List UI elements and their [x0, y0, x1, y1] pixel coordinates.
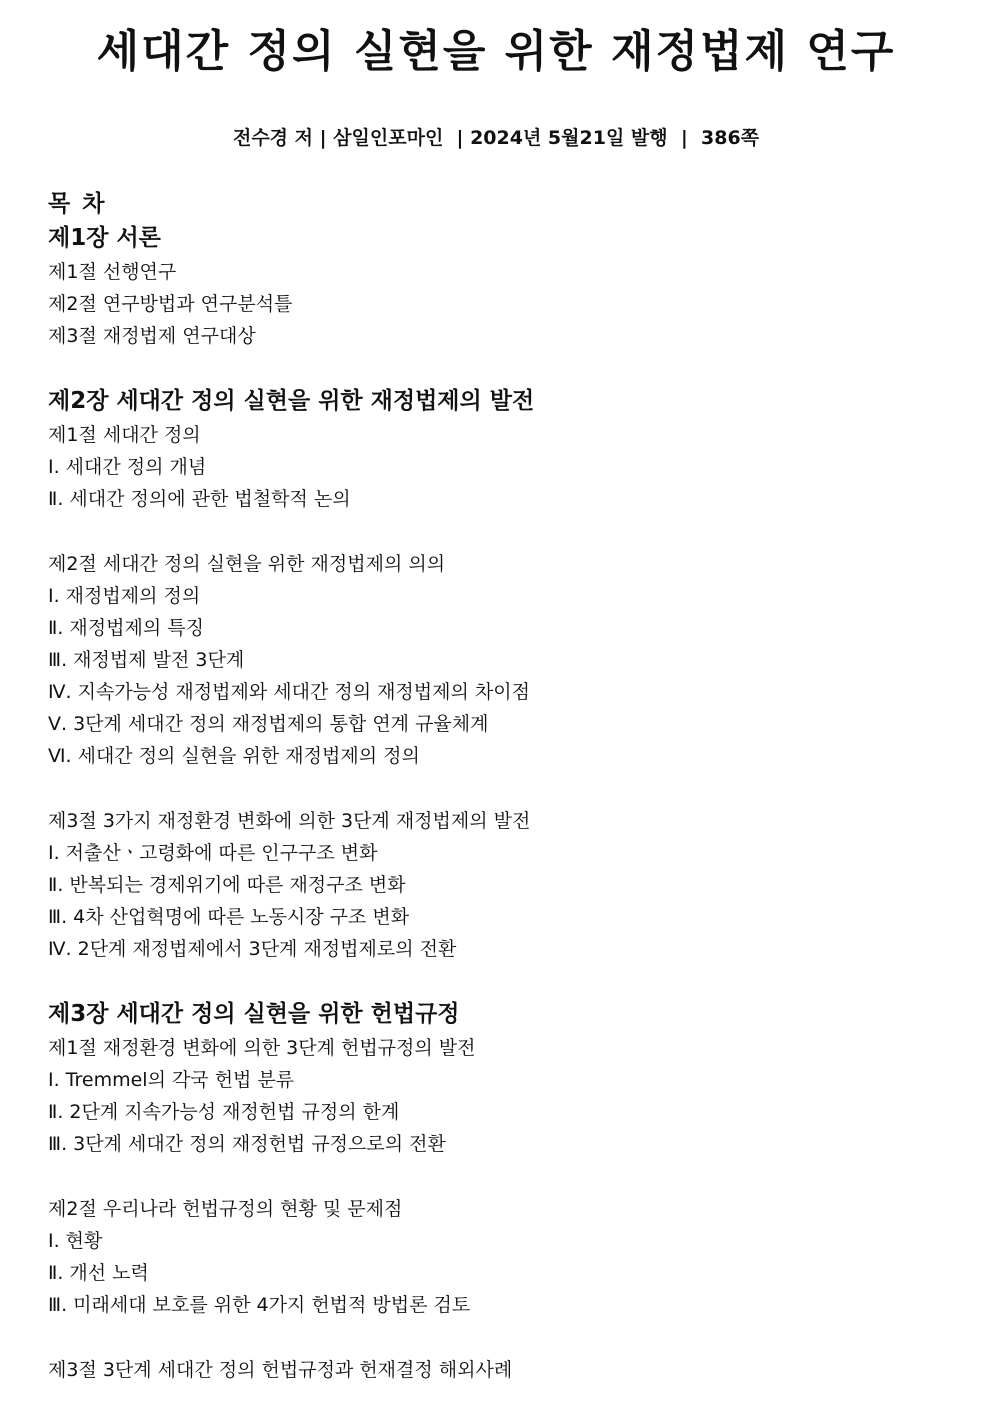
spacer [48, 965, 948, 998]
subsection-item: Ⅰ. 세대간 정의 개념 [48, 456, 207, 478]
subsection-item: Ⅰ. 재정법제의 정의 [48, 585, 201, 607]
chapter-title: 제1장 서론 [48, 225, 161, 251]
subsection-item: Ⅳ. 2단계 재정법제에서 3단계 재정법제로의 전환 [48, 938, 457, 960]
chapter-title: 제3장 세대간 정의 실현을 위한 헌법규정 [48, 1001, 460, 1027]
subsection-item: Ⅲ. 재정법제 발전 3단계 [48, 649, 245, 671]
section-title: 제3절 3가지 재정환경 변화에 의한 3단계 재정법제의 발전 [48, 810, 531, 832]
section-title: 제2절 우리나라 헌법규정의 현황 및 문제점 [48, 1198, 403, 1220]
section-title: 제1절 재정환경 변화에 의한 3단계 헌법규정의 발전 [48, 1037, 476, 1059]
subsection-item: Ⅵ. 세대간 정의 실현을 위한 재정법제의 정의 [48, 745, 420, 767]
subsection-item: Ⅱ. 재정법제의 특징 [48, 617, 204, 639]
subsection-item: Ⅰ. Tremmel의 각국 헌법 분류 [48, 1069, 295, 1091]
spacer [48, 515, 948, 548]
spacer [48, 352, 948, 385]
subsection-item: Ⅰ. 현황 [48, 1230, 103, 1252]
subsection-item: Ⅲ. 4차 산업혁명에 따른 노동시장 구조 변화 [48, 906, 410, 928]
spacer [48, 1160, 948, 1193]
table-of-contents [48, 188, 948, 1386]
publication-info: 전수경 저 | 삼일인포마인 | 2024년 5월21일 발행 | 386쪽 [232, 127, 760, 149]
subsection-item: Ⅲ. 3단계 세대간 정의 재정헌법 규정으로의 전환 [48, 1133, 446, 1155]
section-title: 제2절 세대간 정의 실현을 위한 재정법제의 의의 [48, 553, 446, 575]
subsection-item: Ⅱ. 2단계 지속가능성 재정헌법 규정의 한계 [48, 1101, 400, 1123]
subsection-item: Ⅴ. 3단계 세대간 정의 재정법제의 통합 연계 규율체계 [48, 713, 489, 735]
section-title: 제1절 선행연구 [48, 261, 177, 283]
subsection-item: Ⅱ. 개선 노력 [48, 1262, 149, 1284]
subsection-item: 제3절 재정법제 연구대상 [48, 325, 256, 347]
subsection-item: Ⅱ. 세대간 정의에 관한 법철학적 논의 [48, 488, 351, 510]
chapter-title: 제2장 세대간 정의 실현을 위한 재정법제의 발전 [48, 388, 535, 414]
section-title: 제1절 세대간 정의 [48, 424, 201, 446]
spacer [48, 1321, 948, 1354]
subsection-item: Ⅳ. 지속가능성 재정법제와 세대간 정의 재정법제의 차이점 [48, 681, 530, 703]
book-title: 세대간 정의 실현을 위한 재정법제 연구 [96, 26, 896, 77]
spacer [48, 772, 948, 805]
toc-heading: 목 차 [48, 191, 107, 217]
subsection-item: Ⅰ. 저출산ㆍ고령화에 따른 인구구조 변화 [48, 842, 378, 864]
section-title: 제3절 3단계 세대간 정의 헌법규정과 헌재결정 해외사례 [48, 1359, 513, 1381]
subsection-item: 제2절 연구방법과 연구분석틀 [48, 293, 293, 315]
subsection-item: Ⅱ. 반복되는 경제위기에 따른 재정구조 변화 [48, 874, 406, 896]
subsection-item: Ⅲ. 미래세대 보호를 위한 4가지 헌법적 방법론 검토 [48, 1294, 471, 1316]
